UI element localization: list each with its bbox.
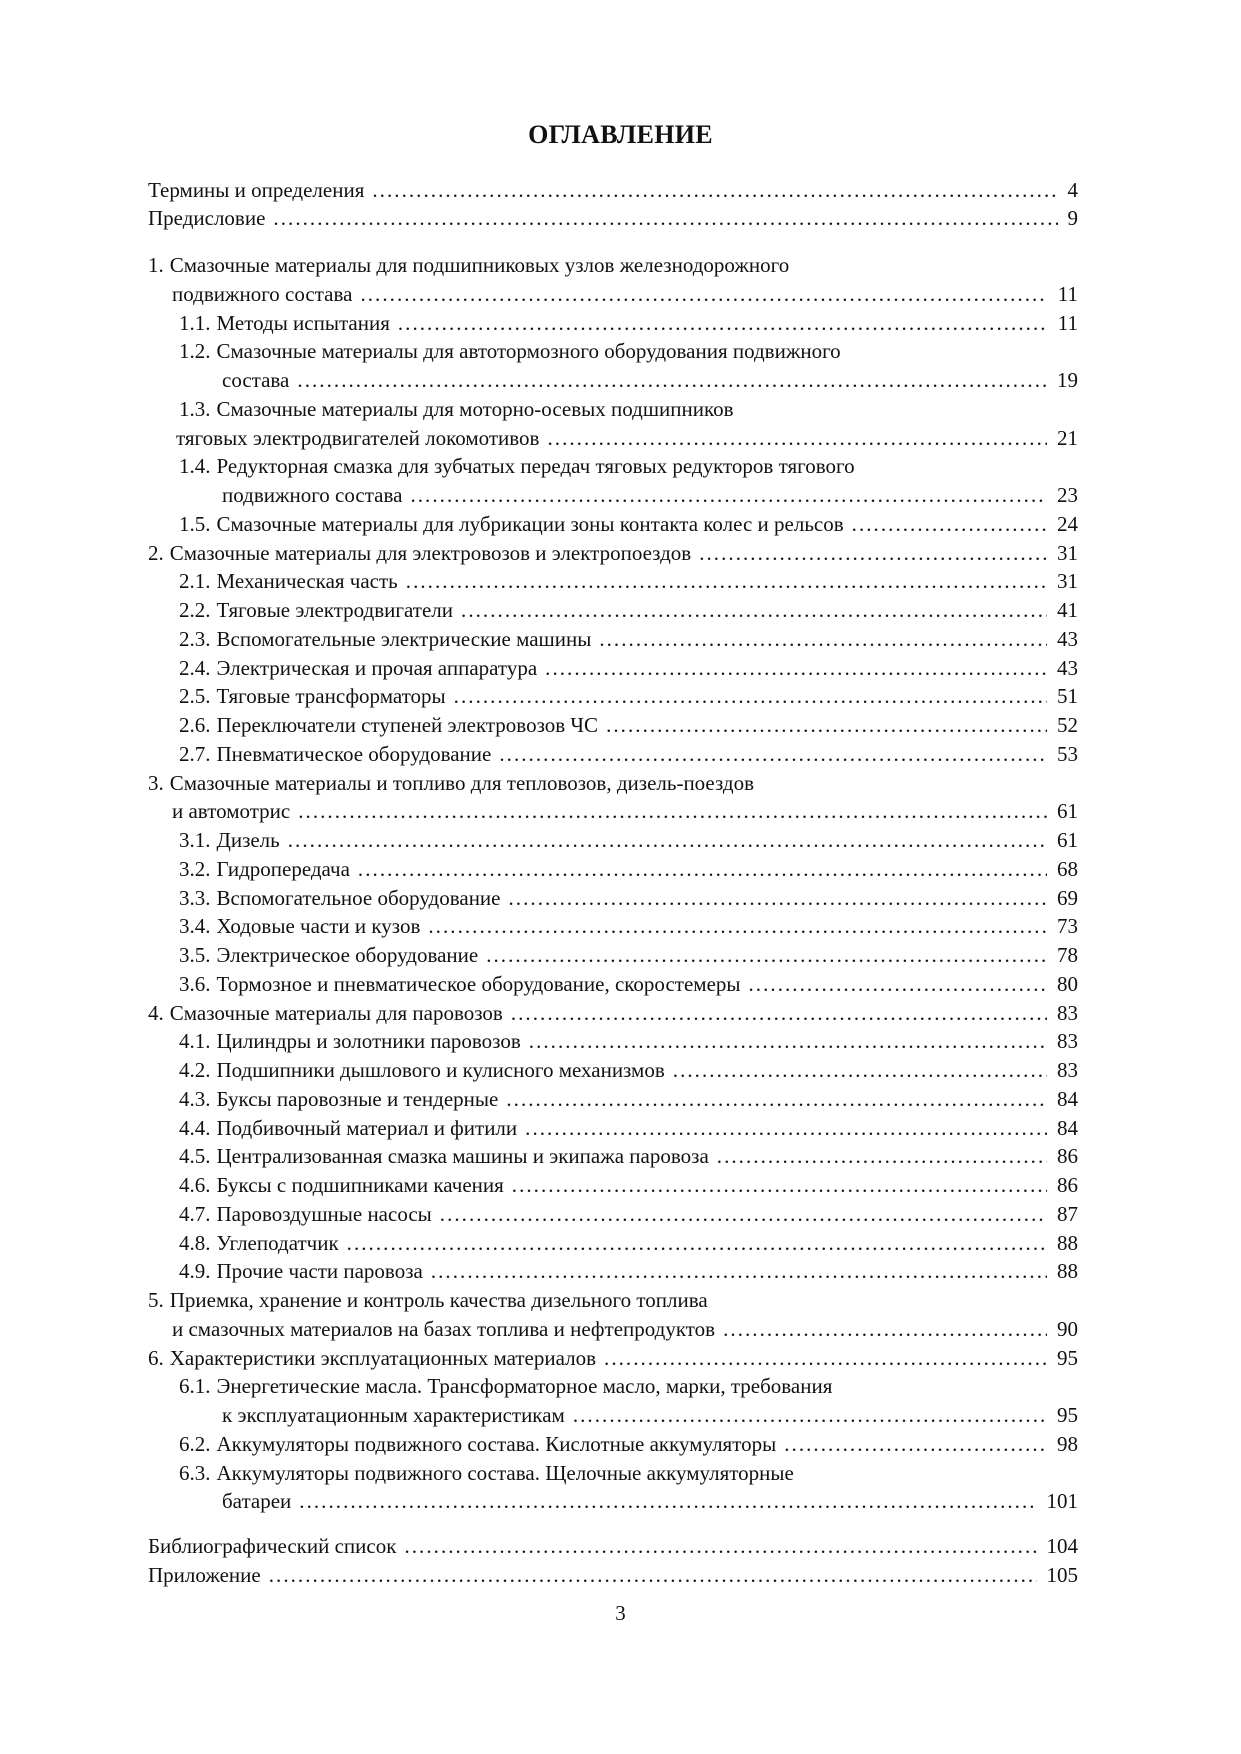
- toc-entry-label: Механическая часть: [216, 569, 398, 594]
- toc-entry: [148, 176, 1078, 204]
- dot-leader: [297, 366, 1047, 394]
- dot-leader: [525, 1114, 1047, 1142]
- toc-entry-label: подвижного состава: [172, 281, 353, 306]
- toc-entry: [176, 424, 1078, 452]
- toc-entry-label: Характеристики эксплуатационных материалов: [169, 1345, 597, 1370]
- dot-leader: [372, 176, 1057, 204]
- dot-leader: [499, 740, 1047, 768]
- toc-entry: [222, 481, 1078, 509]
- toc-entry-page: 69: [1057, 885, 1078, 910]
- toc-entry-label: Методы испытания: [216, 310, 390, 335]
- toc-entry-page: 68: [1057, 856, 1078, 881]
- toc-entry-page: 9: [1067, 206, 1078, 230]
- toc-entry-page: 53: [1057, 741, 1078, 766]
- toc-entry-label: Аккумуляторы подвижного состава. Щелочные аккумуляторные: [216, 1460, 794, 1485]
- toc-entry: [179, 1257, 1078, 1285]
- toc-entry-number: 1.3.: [179, 396, 211, 421]
- toc-entry-page: 43: [1057, 626, 1078, 651]
- dot-leader: [273, 204, 1057, 232]
- toc-entry-label: к эксплуатационным характеристикам: [222, 1403, 565, 1427]
- dot-leader: [269, 1561, 1037, 1589]
- toc-entry: [148, 204, 1078, 232]
- dot-leader: [606, 711, 1047, 739]
- toc-entry: [222, 1401, 1078, 1429]
- toc-entry: [179, 1085, 1078, 1113]
- toc-entry-page: 88: [1057, 1230, 1078, 1255]
- toc-entry-label: Тяговые трансформаторы: [216, 684, 446, 709]
- dot-leader: [599, 625, 1047, 653]
- toc-entry-number: 3.2.: [179, 856, 211, 881]
- toc-entry-page: 86: [1057, 1144, 1078, 1169]
- toc-entry-label: Гидропередача: [216, 856, 350, 881]
- toc-entry: [148, 1344, 1078, 1372]
- dot-leader: [717, 1142, 1047, 1170]
- toc-entry-page: 104: [1046, 1534, 1078, 1558]
- toc-entry: [179, 309, 1078, 337]
- toc-entry-label: Буксы с подшипниками качения: [216, 1173, 504, 1197]
- toc-entry: [179, 1027, 1078, 1055]
- toc-entry-number: 3.4.: [179, 914, 211, 939]
- toc-entry: [179, 826, 1078, 854]
- dot-leader: [749, 970, 1048, 998]
- toc-entry: [179, 912, 1078, 940]
- toc-entry-label: Электрическая и прочая аппаратура: [216, 655, 538, 680]
- dot-leader: [440, 1200, 1047, 1228]
- toc-entry-number: 5.: [148, 1288, 164, 1312]
- toc-entry: [148, 539, 1078, 567]
- dot-leader: [410, 481, 1047, 509]
- toc-entry-number: 4.6.: [179, 1173, 211, 1197]
- toc-entry-number: 6.: [148, 1345, 164, 1370]
- toc-entry: [179, 855, 1078, 883]
- dot-leader: [511, 999, 1047, 1027]
- toc-entry: [179, 625, 1078, 653]
- toc-entry-label: Ходовые части и кузов: [216, 914, 421, 939]
- toc-entry-page: 61: [1057, 828, 1078, 852]
- toc-entry-number: 4.9.: [179, 1259, 211, 1284]
- toc-entry-number: 4.: [148, 1000, 164, 1025]
- toc-entry-page: 51: [1057, 684, 1078, 709]
- toc-entry-number: 2.4.: [179, 655, 211, 680]
- toc-entry: [148, 1286, 708, 1314]
- dot-leader: [358, 855, 1047, 883]
- toc-entry-label: Паровоздушные насосы: [216, 1201, 432, 1226]
- toc-entry-number: 2.7.: [179, 741, 211, 766]
- toc-entry-number: 6.1.: [179, 1374, 211, 1399]
- toc-entry-label: Аккумуляторы подвижного состава. Кислотные аккумуляторы: [216, 1431, 777, 1456]
- toc-entry-page: 19: [1057, 368, 1078, 392]
- dot-leader: [299, 1487, 1036, 1515]
- toc-title: ОГЛАВЛЕНИЕ: [528, 120, 713, 149]
- toc-entry-number: 1.4.: [179, 454, 211, 479]
- dot-leader: [604, 1344, 1047, 1372]
- toc-entry: [148, 1561, 1078, 1589]
- dot-leader: [486, 941, 1047, 969]
- toc-entry-label: Смазочные материалы для паровозов: [169, 1000, 503, 1025]
- toc-entry-number: 6.3.: [179, 1460, 211, 1485]
- dot-leader: [404, 1532, 1036, 1560]
- toc-entry-page: 88: [1057, 1259, 1078, 1284]
- toc-entry-page: 4: [1067, 178, 1078, 202]
- toc-entry-label: Тяговые электродвигатели: [216, 598, 454, 622]
- toc-entry: [222, 1487, 1078, 1515]
- toc-entry-label: Буксы паровозные и тендерные: [216, 1086, 499, 1111]
- toc-entry-number: 3.3.: [179, 885, 211, 910]
- toc-entry-label: Энергетические масла. Трансформаторное масло, марки, требования: [216, 1374, 833, 1399]
- toc-entry: [179, 596, 1078, 624]
- dot-leader: [852, 510, 1047, 538]
- toc-entry-page: 73: [1057, 914, 1078, 939]
- toc-entry: [179, 682, 1078, 710]
- toc-entry-label: и смазочных материалов на базах топлива и нефтепродуктов: [172, 1316, 716, 1341]
- toc-entry-page: 61: [1057, 799, 1078, 824]
- toc-entry-label: Предисловие: [148, 206, 266, 230]
- toc-entry-label: Термины и определения: [148, 178, 365, 202]
- toc-entry-page: 84: [1057, 1115, 1078, 1140]
- toc-entry: [179, 1171, 1078, 1199]
- toc-entry-label: Подбивочный материал и фитили: [216, 1115, 518, 1140]
- toc-entry-page: 86: [1057, 1173, 1078, 1197]
- toc-entry-label: Подшипники дышлового и кулисного механизмов: [216, 1058, 665, 1082]
- toc-entry-number: 4.5.: [179, 1144, 211, 1169]
- toc-entry-page: 23: [1057, 483, 1078, 507]
- toc-entry: [179, 1114, 1078, 1142]
- toc-entry-number: 2.1.: [179, 569, 211, 594]
- toc-entry-page: 31: [1057, 569, 1078, 594]
- toc-entry-label: Приемка, хранение и контроль качества дизельного топлива: [169, 1288, 708, 1312]
- dot-leader: [506, 1085, 1047, 1113]
- toc-entry-label: Редукторная смазка для зубчатых передач тяговых редукторов тягового: [216, 454, 855, 479]
- toc-entry-number: 4.3.: [179, 1086, 211, 1111]
- dot-leader: [547, 424, 1047, 452]
- toc-entry-number: 3.5.: [179, 943, 211, 967]
- toc-entry-page: 101: [1046, 1489, 1078, 1514]
- toc-entry: [179, 941, 1078, 969]
- toc-entry: [148, 999, 1078, 1027]
- toc-entry-page: 90: [1057, 1316, 1078, 1341]
- dot-leader: [454, 682, 1047, 710]
- toc-entry-page: 80: [1057, 971, 1078, 996]
- toc-entry-label: Углеподатчик: [216, 1230, 339, 1255]
- toc-entry: [179, 1200, 1078, 1228]
- toc-entry-page: 24: [1057, 511, 1078, 536]
- toc-entry-number: 4.8.: [179, 1230, 211, 1255]
- toc-entry-label: Смазочные материалы для моторно-осевых подшипников: [216, 396, 734, 421]
- toc-entry-page: 95: [1057, 1403, 1078, 1427]
- toc-entry: [148, 1532, 1078, 1560]
- toc-entry-number: 1.2.: [179, 339, 211, 364]
- toc-entry-label: Приложение: [148, 1563, 261, 1587]
- toc-entry: [179, 395, 734, 423]
- toc-entry-page: 83: [1057, 1029, 1078, 1054]
- toc-entry-label: Централизованная смазка машины и экипажа паровоза: [216, 1144, 709, 1169]
- toc-entry-label: батареи: [222, 1489, 292, 1514]
- toc-entry: [222, 366, 1078, 394]
- dot-leader: [288, 826, 1047, 854]
- toc-entry-page: 98: [1057, 1431, 1078, 1456]
- toc-entry-page: 84: [1057, 1086, 1078, 1111]
- toc-entry-label: Прочие части паровоза: [216, 1259, 423, 1284]
- toc-entry-label: тяговых электродвигателей локомотивов: [176, 425, 540, 450]
- toc-entry-label: Цилиндры и золотники паровозов: [216, 1029, 521, 1054]
- toc-entry: [179, 452, 855, 480]
- toc-entry-label: Дизель: [216, 828, 280, 852]
- toc-entry: [179, 740, 1078, 768]
- toc-entry: [179, 654, 1078, 682]
- toc-entry-page: 21: [1057, 425, 1078, 450]
- toc-entry-number: 4.1.: [179, 1029, 211, 1054]
- toc-entry: [179, 337, 841, 365]
- toc-entry: [179, 1372, 832, 1400]
- page-number: 3: [615, 1601, 626, 1625]
- toc-entry-label: Тормозное и пневматическое оборудование, скоростемеры: [216, 971, 741, 996]
- dot-leader: [545, 654, 1047, 682]
- toc-entry-label: состава: [222, 368, 290, 392]
- toc-entry: [148, 769, 754, 797]
- toc-entry: [179, 1229, 1078, 1257]
- toc-entry-label: Пневматическое оборудование: [216, 741, 492, 766]
- toc-entry: [179, 884, 1078, 912]
- toc-entry-page: 78: [1057, 943, 1078, 967]
- dot-leader: [673, 1056, 1047, 1084]
- dot-leader: [431, 1257, 1047, 1285]
- toc-entry: [179, 510, 1078, 538]
- toc-entry-label: Вспомогательные электрические машины: [216, 626, 592, 651]
- toc-entry: [179, 711, 1078, 739]
- toc-entry-number: 4.7.: [179, 1201, 211, 1226]
- toc-entry: [148, 251, 789, 279]
- toc-entry: [179, 1142, 1078, 1170]
- toc-entry: [179, 567, 1078, 595]
- dot-leader: [512, 1171, 1047, 1199]
- toc-entry-number: 4.4.: [179, 1115, 211, 1140]
- toc-entry-number: 6.2.: [179, 1431, 211, 1456]
- toc-entry-number: 4.2.: [179, 1058, 211, 1082]
- toc-entry: [172, 1315, 1078, 1343]
- toc-entry-number: 2.5.: [179, 684, 211, 709]
- toc-entry: [172, 280, 1078, 308]
- dot-leader: [428, 912, 1047, 940]
- toc-entry-label: Смазочные материалы для лубрикации зоны контакта колес и рельсов: [216, 511, 844, 536]
- toc-entry-label: Смазочные материалы для подшипниковых узлов железнодорожного: [169, 253, 790, 277]
- dot-leader: [406, 567, 1047, 595]
- toc-entry-label: Смазочные материалы и топливо для тепловозов, дизель-поездов: [169, 770, 755, 795]
- toc-entry-page: 41: [1057, 598, 1078, 622]
- toc-entry: [179, 1430, 1078, 1458]
- toc-entry-number: 2.3.: [179, 626, 211, 651]
- dot-leader: [398, 309, 1048, 337]
- toc-entry-page: 105: [1046, 1563, 1078, 1587]
- toc-entry-label: подвижного состава: [222, 483, 403, 507]
- toc-entry-number: 2.: [148, 540, 164, 565]
- toc-entry-label: и автомотрис: [172, 799, 291, 824]
- toc-entry-number: 1.5.: [179, 511, 211, 536]
- toc-entry-label: Переключатели ступеней электровозов ЧС: [216, 713, 599, 737]
- toc-entry-page: 83: [1057, 1000, 1078, 1025]
- toc-entry-page: 31: [1057, 540, 1078, 565]
- dot-leader: [347, 1229, 1047, 1257]
- dot-leader: [573, 1401, 1047, 1429]
- dot-leader: [784, 1430, 1047, 1458]
- toc-entry-number: 2.6.: [179, 713, 211, 737]
- toc-entry-page: 11: [1057, 281, 1078, 306]
- toc-entry-page: 95: [1057, 1345, 1078, 1370]
- dot-leader: [360, 280, 1047, 308]
- toc-entry-page: 11: [1057, 310, 1078, 335]
- toc-entry-page: 43: [1057, 655, 1078, 680]
- toc-entry-label: Электрическое оборудование: [216, 943, 479, 967]
- dot-leader: [461, 596, 1047, 624]
- toc-entry-page: 52: [1057, 713, 1078, 737]
- toc-entry-number: 3.: [148, 770, 164, 795]
- dot-leader: [509, 884, 1048, 912]
- dot-leader: [723, 1315, 1047, 1343]
- toc-entry: [179, 1056, 1078, 1084]
- toc-entry-number: 2.2.: [179, 598, 211, 622]
- toc-entry: [179, 970, 1078, 998]
- toc-entry-number: 1.1.: [179, 310, 211, 335]
- dot-leader: [699, 539, 1047, 567]
- toc-entry-label: Библиографический список: [148, 1534, 397, 1558]
- toc-entry: [172, 797, 1078, 825]
- toc-entry-page: 83: [1057, 1058, 1078, 1082]
- toc-entry-label: Вспомогательное оборудование: [216, 885, 501, 910]
- toc-entry-page: 87: [1057, 1201, 1078, 1226]
- dot-leader: [529, 1027, 1047, 1055]
- toc-entry: [179, 1459, 794, 1487]
- dot-leader: [298, 797, 1047, 825]
- toc-entry-number: 3.1.: [179, 828, 211, 852]
- toc-entry-number: 3.6.: [179, 971, 211, 996]
- toc-entry-label: Смазочные материалы для электровозов и электропоездов: [169, 540, 692, 565]
- toc-entry-number: 1.: [148, 253, 164, 277]
- toc-entry-label: Смазочные материалы для автотормозного оборудования подвижного: [216, 339, 841, 364]
